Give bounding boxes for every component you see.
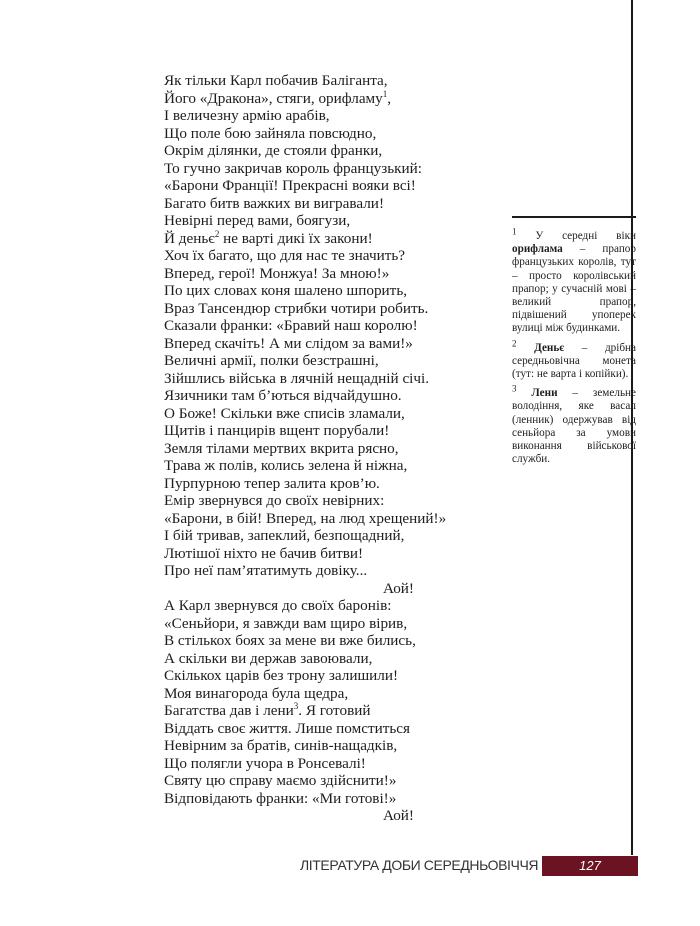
poem-line: Вперед скачіть! А ми слідом за вами!» bbox=[164, 334, 413, 352]
poem-line: Святу цю справу маємо здійснити!» bbox=[164, 772, 397, 789]
poem-line: Що поле бою зайняла повсюдно, bbox=[164, 124, 377, 142]
poem-line: Й деньє$^2$ не варті дикі їх закони! bbox=[164, 228, 373, 247]
footnote: $^1$ У середні віки орифлама – прапор французьких королів, тут – просто королівський прапор; у сучасній мові – великий прапор, підвішений упоперек вулиці між будинками. bbox=[512, 226, 636, 335]
poem-line: Трава ж полів, колись зелена й ніжна, bbox=[164, 457, 408, 474]
poem-line: Лютішої ніхто не бачив битви! bbox=[164, 544, 364, 562]
poem-line: І величезну армію арабів, bbox=[164, 107, 330, 124]
poem-line: Моя винагорода була щедра, bbox=[164, 684, 349, 702]
poem-refrain: Аой! bbox=[383, 807, 414, 824]
footnote-term: Лени bbox=[531, 387, 558, 400]
poem-line: «Барони, в бій! Вперед, на люд хрещений!» bbox=[164, 509, 447, 527]
footnote-ref: 3 bbox=[293, 700, 299, 711]
poem-line: Віддать своє життя. Лише помститься bbox=[164, 719, 411, 737]
footnote-number: 2 bbox=[512, 337, 517, 348]
footnote-number: 1 bbox=[512, 226, 517, 237]
poem-line: В стількох боях за мене ви вже бились, bbox=[164, 632, 416, 649]
poem-line: О Боже! Скільки вже списів зламали, bbox=[164, 404, 405, 422]
poem-line: А Карл звернувся до своїх баронів: bbox=[164, 597, 392, 614]
footnote-number: 3 bbox=[512, 383, 517, 394]
footnote-term: Деньє bbox=[534, 341, 565, 354]
footnote: $^2$ Деньє – дрібна середньовічна монета (тут: не варта і копійки). bbox=[512, 337, 636, 381]
poem-line: Враз Тансендюр стрибки чотири робить. bbox=[164, 299, 429, 317]
poem-line: Земля тілами мертвих вкрита рясно, bbox=[164, 439, 399, 457]
footnote-ref: 2 bbox=[214, 228, 220, 239]
poem-text bbox=[164, 72, 447, 825]
poem-line: Емір звернувся до своїх невірних: bbox=[164, 492, 385, 509]
poem-line: І бій тривав, запеклий, безпощадний, bbox=[164, 527, 405, 544]
poem-line: Відповідають франки: «Ми готові!» bbox=[164, 789, 397, 807]
poem-line: Пурпурною тепер залита кров’ю. bbox=[164, 474, 380, 492]
poem-line: Сказали франки: «Бравий наш королю! bbox=[164, 317, 418, 334]
poem-line: Багато битв важких ви вигравали! bbox=[164, 194, 384, 212]
poem-line: Окрім ділянки, де стояли франки, bbox=[164, 142, 383, 159]
poem-line: По цих словах коня шалено шпорить, bbox=[164, 282, 408, 299]
poem-line: То гучно закричав король французький: bbox=[164, 159, 422, 177]
poem-line: «Сеньйори, я завжди вам щиро вірив, bbox=[164, 614, 408, 632]
poem-line: Про неї пам’ятатимуть довіку... bbox=[164, 562, 368, 579]
poem-line: Як тільки Карл побачив Балiганта, bbox=[164, 72, 388, 89]
poem-line: Величні армії, полки безстрашні, bbox=[164, 352, 379, 369]
poem-refrain: Аой! bbox=[383, 579, 414, 597]
poem-line: Його «Дракона», стяги, орифламу$^1$, bbox=[164, 88, 392, 107]
poem-line: Вперед, герої! Монжуа! За мною!» bbox=[164, 264, 390, 282]
section-title: ЛІТЕРАТУРА ДОБИ СЕРЕДНЬОВІЧЧЯ bbox=[300, 857, 539, 873]
poem-line: Зійшлись війська в лячній нещадній січі. bbox=[164, 369, 430, 387]
page-number: 127 bbox=[542, 856, 638, 876]
poem-line: Невірним за братів, синів-нащадків, bbox=[164, 737, 398, 754]
page-footer bbox=[300, 856, 640, 876]
footnote-term: орифлама bbox=[512, 243, 563, 256]
footnotes-sidebar bbox=[512, 216, 636, 472]
poem-line: Що полягли учора в Ронсевалі! bbox=[164, 754, 366, 772]
poem-line: Хоч їх багато, що для нас те значить? bbox=[164, 247, 406, 264]
poem-line: А скільки ви держав завоювали, bbox=[164, 649, 373, 667]
poem-line: Скількох царів без трону залишили! bbox=[164, 667, 399, 684]
footnote: $^3$ Лени – земельне володіння, яке васал (ленник) одержував від сеньйора за умови виконання військової служби. bbox=[512, 383, 636, 466]
footnote-ref: 1 bbox=[382, 88, 388, 99]
poem-line: «Барони Франції! Прекрасні вояки всі! bbox=[164, 177, 416, 194]
poem-line: Багатства дав і лени$^3$. Я готовий bbox=[164, 700, 371, 719]
poem-line: Щитів і панцирів вщент порубали! bbox=[164, 422, 390, 439]
poem-line: Язичники там б’ються відчайдушно. bbox=[164, 387, 402, 404]
poem-line: Невірні перед вами, боягузи, bbox=[164, 212, 351, 229]
